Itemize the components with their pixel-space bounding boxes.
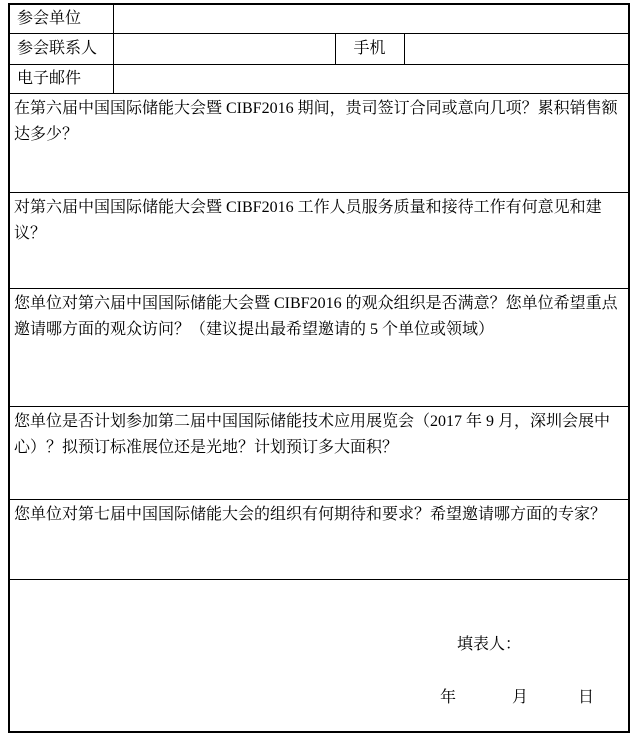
question-row-contracts	[9, 93, 629, 192]
question-row-next-expo	[9, 406, 629, 499]
email-value-field[interactable]	[113, 64, 629, 93]
date-line	[440, 689, 594, 707]
question-row-next-conference	[9, 499, 629, 579]
email-label: 电子邮件	[9, 64, 113, 93]
question-service-answer-area[interactable]: 对第六届中国国际储能大会暨 CIBF2016 工作人员服务质量和接待工作有何意见和建议？	[9, 192, 629, 288]
email-row	[9, 64, 629, 93]
feedback-form-table	[8, 3, 630, 733]
unit-label: 参会单位	[9, 4, 113, 33]
signature-row	[9, 579, 629, 732]
date-year-label: 年	[440, 688, 457, 706]
question-audience-answer-area[interactable]: 您单位对第六届中国国际储能大会暨 CIBF2016 的观众组织是否满意？您单位希望重点邀请哪方面的观众访问？（建议提出最希望邀请的 5 个单位或领域）	[9, 288, 629, 406]
mobile-value-field[interactable]	[404, 33, 629, 64]
contact-row	[9, 33, 629, 64]
unit-row	[9, 4, 629, 33]
signature-cell[interactable]	[9, 579, 629, 732]
question-row-audience	[9, 288, 629, 406]
mobile-label: 手机	[335, 33, 404, 64]
question-next-expo-answer-area[interactable]: 您单位是否计划参加第二届中国国际储能技术应用展览会（2017 年 9 月，深圳会展中心）？拟预订标准展位还是光地？计划预订多大面积？	[9, 406, 629, 499]
question-row-service	[9, 192, 629, 288]
date-month-label: 月	[512, 688, 529, 706]
unit-value-field[interactable]	[113, 4, 629, 33]
question-next-conference-answer-area[interactable]: 您单位对第七届中国国际储能大会的组织有何期待和要求？希望邀请哪方面的专家？	[9, 499, 629, 579]
date-day-label: 日	[578, 688, 595, 706]
form-filler-label: 填表人：	[457, 635, 522, 653]
contact-label: 参会联系人	[9, 33, 113, 64]
contact-value-field[interactable]	[113, 33, 335, 64]
question-contracts-answer-area[interactable]: 在第六届中国国际储能大会暨 CIBF2016 期间，贵司签订合同或意向几项？累积销售额达多少？	[9, 93, 629, 192]
